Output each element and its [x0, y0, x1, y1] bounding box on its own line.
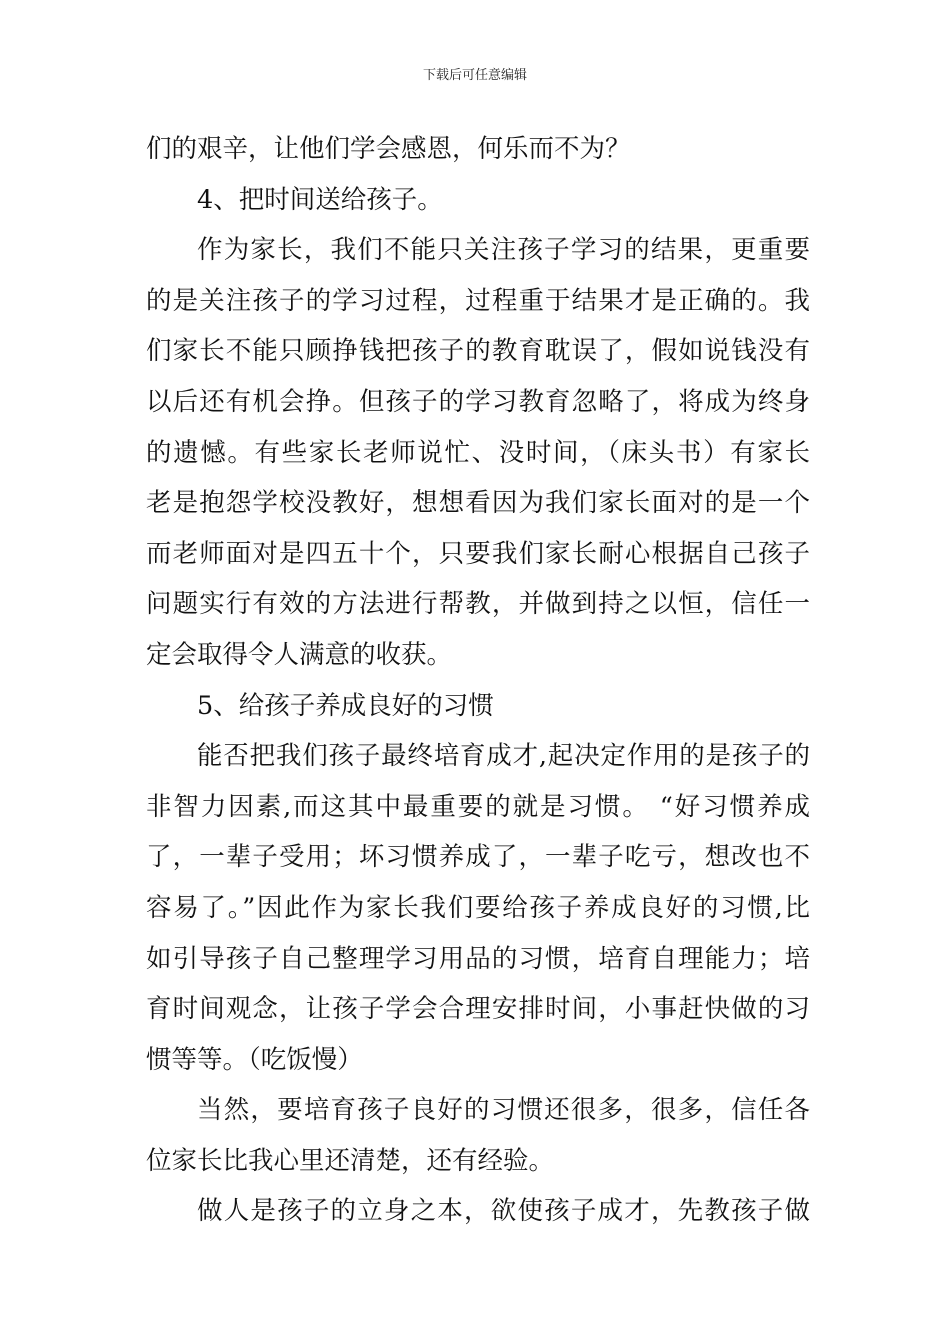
text-line: 当然，要培育孩子良好的习惯还很多，很多，信任各: [197, 1095, 810, 1126]
text-line: 老是抱怨学校没教好，想想看因为我们家长面对的是一个: [146, 488, 810, 519]
text-line: 以后还有机会挣。但孩子的学习教育忽略了，将成为终身: [146, 386, 810, 417]
text-line: 问题实行有效的方法进行帮教，并做到持之以恒，信任一: [146, 589, 810, 620]
text-line: 位家长比我心里还清楚，还有经验。: [146, 1145, 555, 1176]
text-line: 如引导孩子自己整理学习用品的习惯，培育自理能力；培: [146, 943, 810, 974]
document-body: [146, 124, 810, 1237]
text-line: 做人是孩子的立身之本，欲使孩子成才，先教孩子做: [197, 1196, 810, 1227]
text-line: 能否把我们孩子最终培育成才,起决定作用的是孩子的: [197, 741, 810, 772]
text-line: 了，一辈子受用；坏习惯养成了，一辈子吃亏，想改也不: [146, 842, 810, 873]
text-line: 育时间观念，让孩子学会合理安排时间，小事赶快做的习: [146, 994, 810, 1025]
text-line: 的遗憾。有些家长老师说忙、没时间，（床头书）有家长: [146, 437, 810, 468]
text-line: 作为家长，我们不能只关注孩子学习的结果，更重要: [197, 235, 810, 266]
text-line: 非智力因素,而这其中最重要的就是习惯。 “好习惯养成: [146, 791, 810, 822]
section-heading: 4、把时间送给孩子。: [197, 184, 443, 215]
text-line: 惯等等。（吃饭慢）: [146, 1044, 363, 1075]
text-line: 们的艰辛，让他们学会感恩，何乐而不为？: [146, 134, 631, 164]
text-line: 的是关注孩子的学习过程，过程重于结果才是正确的。我: [146, 285, 810, 316]
text-line: 容易了。”因此作为家长我们要给孩子养成良好的习惯,比: [146, 892, 810, 923]
page-header: 下载后可任意编辑: [422, 68, 527, 83]
text-line: 们家长不能只顾挣钱把孩子的教育耽误了，假如说钱没有: [146, 336, 810, 367]
text-line: 定会取得令人满意的收获。: [146, 639, 453, 670]
text-line: 而老师面对是四五十个，只要我们家长耐心根据自己孩子: [146, 538, 810, 569]
section-heading: 5、给孩子养成良好的习惯: [197, 690, 494, 721]
